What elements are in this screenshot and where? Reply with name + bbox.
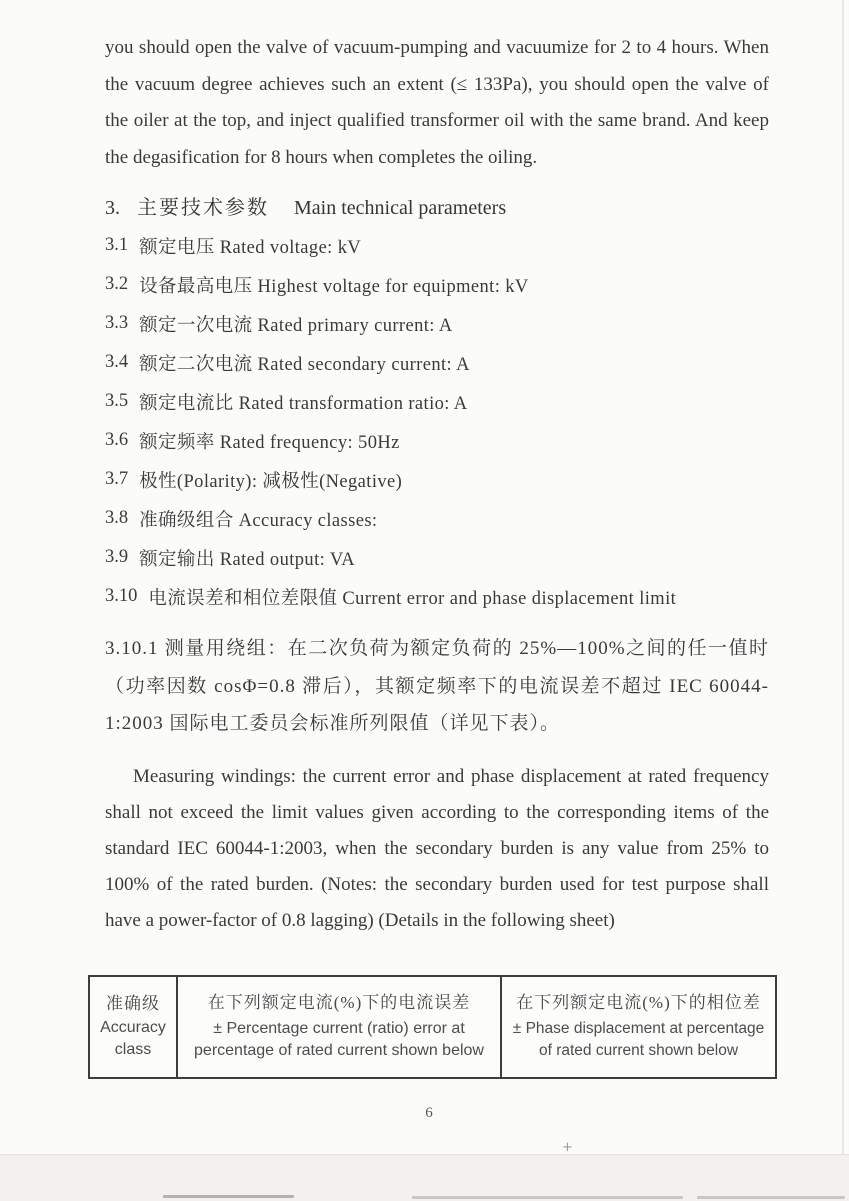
parameter-item-3-1 [105, 226, 769, 265]
parameter-number: 3.4 [105, 352, 129, 372]
parameter-text: 额定输出 Rated output: VA [139, 549, 355, 570]
page-number: 6 [425, 1104, 433, 1121]
section-title-en: Main technical parameters [294, 197, 507, 219]
parameter-list [105, 226, 769, 616]
table-header-current-error [177, 976, 501, 1078]
parameter-text: 额定电压 Rated voltage: kV [139, 237, 362, 258]
parameter-text: 极性(Polarity): 减极性(Negative) [139, 471, 403, 492]
parameter-text: 额定频率 Rated frequency: 50Hz [139, 432, 400, 453]
scan-artifact-bar [697, 1196, 845, 1199]
measuring-windings-paragraph: Measuring windings: the current error and phase displacement at rated frequency shall not exceed the limit values given according to the corresponding items of the standard IEC 60044-1:2003, when the secondary burden is any value from 25% to 100% of the rated burden. (Notes: the secondary burden used for test purpose shall have a power-factor of 0.8 lagging) (Details in the following sheet) [105, 765, 769, 931]
parameter-text: 设备最高电压 Highest voltage for equipment: kV [139, 276, 529, 297]
parameter-text: 额定二次电流 Rated secondary current: A [139, 354, 470, 375]
parameter-item-3-9 [105, 538, 769, 577]
header-accuracy-class-zh: 准确级 [106, 994, 160, 1013]
scan-registration-mark: + [562, 1140, 573, 1155]
parameter-number: 3.9 [105, 547, 129, 567]
parameter-item-3-3 [105, 304, 769, 343]
parameter-number: 3.2 [105, 274, 129, 294]
header-current-error-en: ± Percentage current (ratio) error at percentage of rated current shown below [194, 1020, 484, 1059]
parameter-number: 3.7 [105, 469, 129, 489]
document-page-content [100, 0, 769, 1122]
parameter-number: 3.5 [105, 391, 129, 411]
parameter-item-3-7 [105, 460, 769, 499]
parameter-text: 额定一次电流 Rated primary current: A [139, 315, 453, 336]
parameter-text: 准确级组合 Accuracy classes: [139, 510, 378, 531]
page-bottom-edge-shadow [0, 1154, 849, 1201]
parameter-number: 3.6 [105, 430, 129, 450]
parameter-number: 3.1 [105, 235, 129, 255]
scan-artifact-bar [412, 1196, 683, 1199]
parameter-item-3-6 [105, 421, 769, 460]
header-current-error-zh: 在下列额定电流(%)下的电流误差 [207, 993, 471, 1012]
table-header-accuracy-class [89, 976, 177, 1078]
page-edge-shadow-right [842, 0, 844, 1155]
section-title-zh: 主要技术参数 [137, 197, 269, 219]
table-header-phase-displacement [501, 976, 776, 1078]
intro-paragraph: you should open the valve of vacuum-pumping and vacuumize for 2 to 4 hours. When the vacuum degree achieves such an extent (≤ 133Pa), you should open the valve of the oiler at the top, and inject qualified transformer oil with the same brand. And keep the degasification for 8 hours when completes the oiling. [105, 37, 769, 168]
parameter-item-3-4 [105, 343, 769, 382]
parameter-text: 电流误差和相位差限值 Current error and phase displacement limit [148, 588, 677, 609]
header-phase-displacement-zh: 在下列额定电流(%)下的相位差 [516, 993, 761, 1012]
parameter-item-3-10 [105, 577, 769, 616]
parameter-number: 3.8 [105, 508, 129, 528]
parameter-item-3-5 [105, 382, 769, 421]
parameter-item-3-8 [105, 499, 769, 538]
accuracy-limits-table [88, 975, 777, 1079]
parameter-number: 3.3 [105, 313, 129, 333]
parameter-number: 3.10 [105, 586, 138, 606]
clause-3-10-1-paragraph: 3.10.1 测量用绕组：在二次负荷为额定负荷的 25%—100%之间的任一值时（功率因数 cosΦ=0.8 滞后），其额定频率下的电流误差不超过 IEC 60044-1:2003 国际电工委员会标准所列限值（详见下表）。 [105, 638, 769, 734]
section-heading [105, 194, 769, 222]
scan-artifact-bar [163, 1195, 294, 1198]
header-accuracy-class-en: Accuracy class [100, 1019, 166, 1058]
section-number: 3. [105, 197, 120, 219]
parameter-item-3-2 [105, 265, 769, 304]
header-phase-displacement-en: ± Phase displacement at percentage of rated current shown below [512, 1020, 765, 1059]
table-header-row [89, 976, 776, 1078]
parameter-text: 额定电流比 Rated transformation ratio: A [139, 393, 468, 414]
